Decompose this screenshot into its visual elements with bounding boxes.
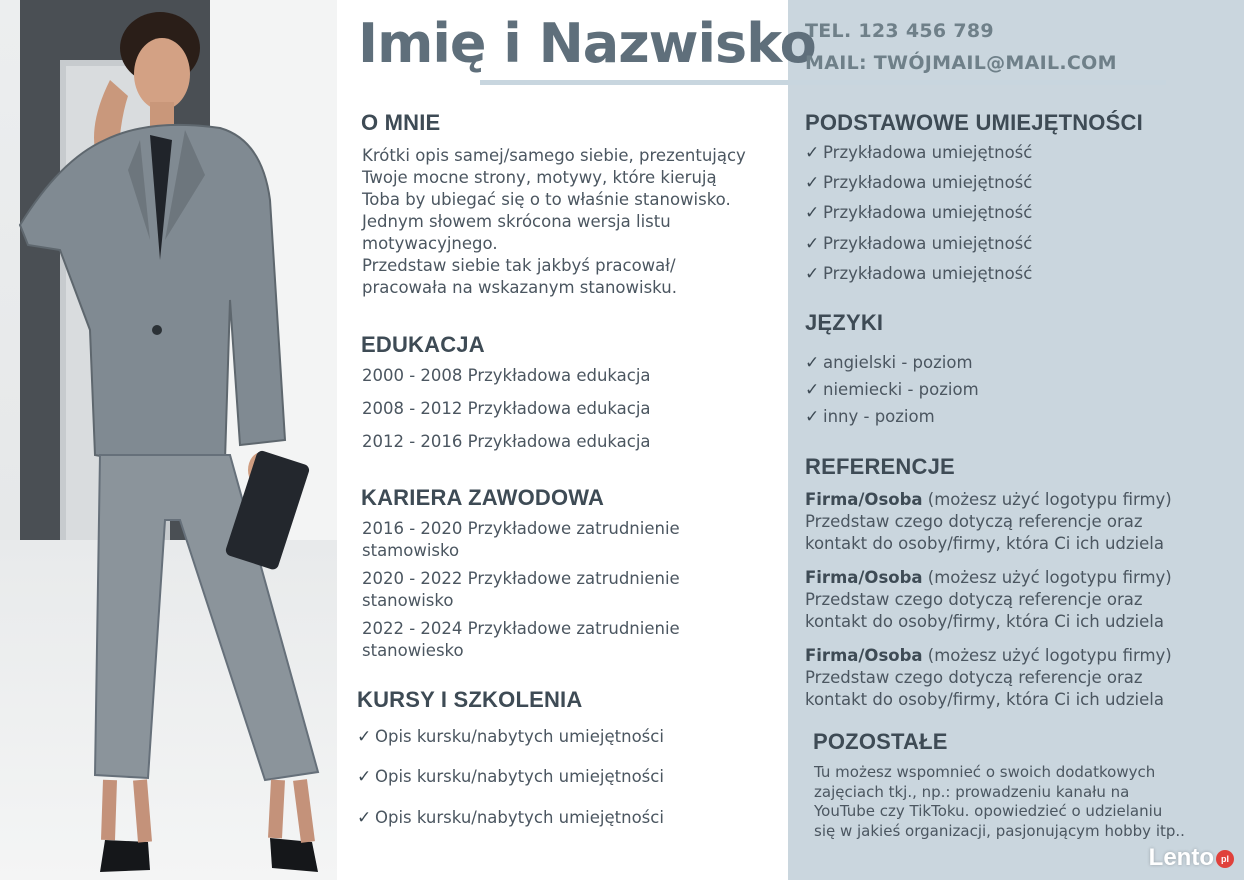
reference-item: [805, 489, 1172, 555]
name-underline-divider: [480, 80, 1166, 85]
reference-description: Przedstaw czego dotyczą referencje oraz: [805, 668, 1143, 687]
skill-item: [805, 264, 1032, 284]
skill-item: [805, 143, 1032, 163]
skill-item: [805, 234, 1032, 254]
about-section-title: O MNIE: [361, 110, 441, 135]
skill-item-label: Przykładowa umiejętność: [823, 173, 1033, 192]
reference-name: Firma/Osoba: [805, 646, 923, 665]
about-line: Jednym słowem skrócona wersja listu: [362, 212, 671, 231]
career-item-line2: stanowisko: [362, 591, 454, 610]
career-item-line1: 2022 - 2024 Przykładowe zatrudnienie: [362, 619, 680, 638]
skill-item-label: Przykładowa umiejętność: [823, 264, 1033, 283]
reference-description: Przedstaw czego dotyczą referencje oraz: [805, 512, 1143, 531]
checkmark-icon: ✓: [357, 727, 372, 747]
skill-item-label: Przykładowa umiejętność: [823, 143, 1033, 162]
about-line: Twoje mocne strony, motywy, które kierują: [362, 168, 717, 187]
checkmark-icon: ✓: [805, 264, 820, 284]
language-item-label: inny - poziom: [823, 407, 935, 426]
checkmark-icon: ✓: [357, 767, 372, 787]
education-item: 2012 - 2016 Przykładowa edukacja: [362, 432, 651, 451]
reference-item: [805, 645, 1172, 711]
language-item-label: angielski - poziom: [823, 353, 973, 372]
about-line: Toba by ubiegać się o to właśnie stanowisko.: [362, 190, 731, 209]
lento-watermark-logo: [1149, 844, 1234, 872]
reference-name: Firma/Osoba: [805, 490, 923, 509]
phone-text: TEL. 123 456 789: [805, 20, 994, 42]
reference-note: (możesz użyć logotypu firmy): [922, 490, 1172, 509]
language-item: [805, 380, 979, 400]
profile-photo: [0, 0, 337, 880]
reference-contact: kontakt do osoby/firmy, która Ci ich udziela: [805, 612, 1164, 631]
education-item: 2000 - 2008 Przykładowa edukacja: [362, 366, 651, 385]
references-section-title: REFERENCJE: [805, 454, 955, 479]
reference-note: (możesz użyć logotypu firmy): [922, 646, 1172, 665]
reference-item: [805, 567, 1172, 633]
courses-section-title: KURSY I SZKOLENIA: [357, 687, 583, 712]
other-line: Tu możesz wspomnieć o swoich dodatkowych: [814, 763, 1156, 781]
other-section-title: POZOSTAŁE: [813, 729, 948, 754]
education-item: 2008 - 2012 Przykładowa edukacja: [362, 399, 651, 418]
career-item-line2: stamowisko: [362, 541, 460, 560]
other-line: YouTube czy TikToku. opowiedzieć o udzielaniu: [814, 802, 1163, 820]
course-item: [357, 767, 664, 787]
reference-contact: kontakt do osoby/firmy, która Ci ich udziela: [805, 534, 1164, 553]
checkmark-icon: ✓: [805, 143, 820, 163]
course-item: [357, 727, 664, 747]
reference-description: Przedstaw czego dotyczą referencje oraz: [805, 590, 1143, 609]
full-name-heading: Imię i Nazwisko: [358, 12, 816, 75]
reference-contact: kontakt do osoby/firmy, która Ci ich udziela: [805, 690, 1164, 709]
languages-section-title: JĘZYKI: [805, 310, 884, 335]
checkmark-icon: ✓: [805, 353, 820, 373]
skill-item-label: Przykładowa umiejętność: [823, 203, 1033, 222]
checkmark-icon: ✓: [805, 380, 820, 400]
course-item-label: Opis kursku/nabytych umiejętności: [375, 727, 664, 746]
skill-item-label: Przykładowa umiejętność: [823, 234, 1033, 253]
course-item-label: Opis kursku/nabytych umiejętności: [375, 808, 664, 827]
skill-item: [805, 203, 1032, 223]
language-item-label: niemiecki - poziom: [823, 380, 979, 399]
checkmark-icon: ✓: [357, 808, 372, 828]
about-line: Krótki opis samej/samego siebie, prezentujący: [362, 146, 746, 165]
reference-note: (możesz użyć logotypu firmy): [922, 568, 1172, 587]
course-item-label: Opis kursku/nabytych umiejętności: [375, 767, 664, 786]
other-line: się w jakieś organizacji, pasjonującym hobby itp..: [814, 821, 1185, 840]
career-section-title: KARIERA ZAWODOWA: [361, 485, 605, 510]
reference-name: Firma/Osoba: [805, 568, 923, 587]
course-item: [357, 808, 664, 828]
language-item: [805, 353, 973, 373]
career-item-line1: 2016 - 2020 Przykładowe zatrudnienie: [362, 519, 680, 538]
skill-item: [805, 173, 1032, 193]
about-line: pracowała na wskazanym stanowisku.: [362, 278, 677, 297]
about-line: motywacyjnego.: [362, 234, 498, 253]
watermark-suffix-badge: pl: [1216, 850, 1234, 868]
about-line: Przedstaw siebie tak jakbyś pracował/: [362, 256, 676, 275]
other-line: zajęciach tkj., np.: prowadzeniu kanału na: [814, 782, 1130, 801]
checkmark-icon: ✓: [805, 203, 820, 223]
woman-in-suit-figure: [0, 0, 337, 880]
checkmark-icon: ✓: [805, 234, 820, 254]
checkmark-icon: ✓: [805, 173, 820, 193]
education-section-title: EDUKACJA: [361, 332, 485, 357]
watermark-text: Lento: [1148, 844, 1214, 871]
career-item: [362, 518, 680, 562]
other-section-text: [814, 763, 1185, 841]
skills-section-title: PODSTAWOWE UMIEJĘTNOŚCI: [805, 110, 1143, 135]
career-item: [362, 568, 680, 612]
career-item-line1: 2020 - 2022 Przykładowe zatrudnienie: [362, 569, 680, 588]
language-item: [805, 407, 935, 427]
career-item-line2: stanowiesko: [362, 641, 464, 660]
career-item: [362, 618, 680, 662]
about-section-text: [362, 145, 746, 299]
email-text: MAIL: TWÓJMAIL@MAIL.COM: [805, 52, 1117, 74]
checkmark-icon: ✓: [805, 407, 820, 427]
